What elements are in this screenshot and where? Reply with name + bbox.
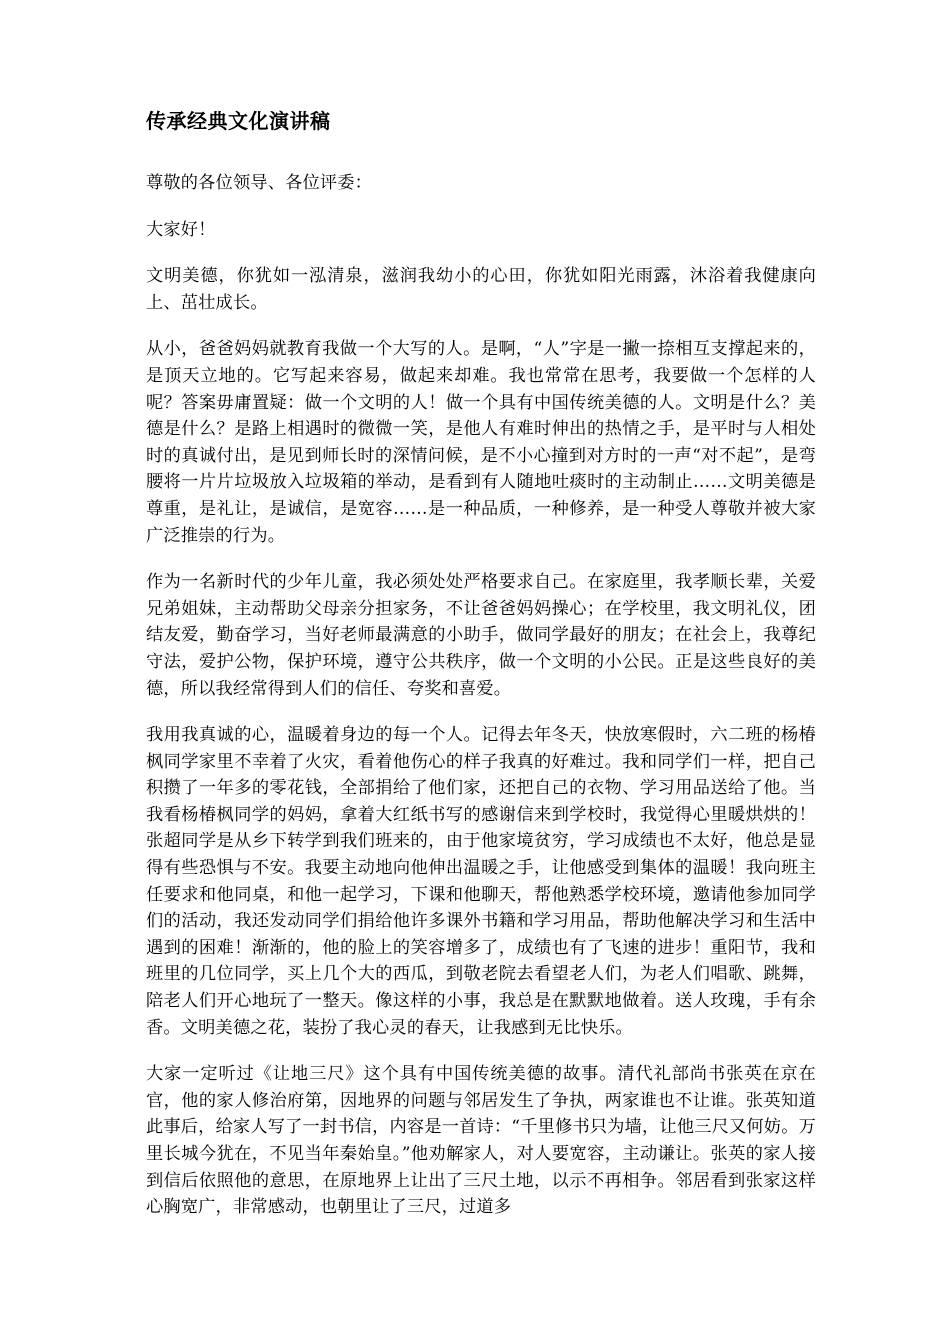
greeting-paragraph: 大家好！ <box>146 219 216 240</box>
body-paragraph: 文明美德，你犹如一泓清泉，滋润我幼小的心田，你犹如阳光雨露，沐浴着我健康向上、茁壮成长。 <box>146 266 816 313</box>
document-body <box>146 104 816 1241</box>
body-paragraph: 从小，爸爸妈妈就教育我做一个大写的人。是啊，“人”字是一撇一捺相互支撑起来的，是顶天立地的。它写起来容易，做起来却难。我也常常在思考，我要做一个怎样的人呢？答案毋庸置疑：做一个文明的人！做一个具有中国传统美德的人。文明是什么？美德是什么？是路上相遇时的微微一笑，是他人有难时伸出的热情之手，是平时与人相处时的真诚付出，是见到师长时的深情问候，是不小心撞到对方时的一声“对不起”，是弯腰将一片片垃圾放入垃圾箱的举动，是看到有人随地吐痰时的主动制止……文明美德是尊重，是礼让，是诚信，是宽容……是一种品质，一种修养，是一种受人尊敬并被大家广泛推崇的行为。 <box>146 339 816 546</box>
body-paragraph: 大家一定听过《让地三尺》这个具有中国传统美德的故事。清代礼部尚书张英在京在官，他的家人修治府第，因地界的问题与邻居发生了争执，两家谁也不让谁。张英知道此事后，给家人写了一封书信，内容是一首诗：“千里修书只为墙，让他三尺又何妨。万里长城今犹在，不见当年秦始皇。”他劝解家人，对人要宽容，主动谦让。张英的家人接到信后依照他的意思，在原地界上让出了三尺土地，以示不再相争。邻居看到张家这样心胸宽广，非常感动，也朝里让了三尺，过道多 <box>146 1064 816 1218</box>
body-paragraph: 我用我真诚的心，温暖着身边的每一个人。记得去年冬天，快放寒假时，六二班的杨椿枫同学家里不幸着了火灾，看着他伤心的样子我真的好难过。我和同学们一样，把自己积攒了一年多的零花钱，全部捐给了他们家，还把自己的衣物、学习用品送给了他。当我看杨椿枫同学的妈妈，拿着大红纸书写的感谢信来到学校时，我觉得心里暖烘烘的！张超同学是从乡下转学到我们班来的，由于他家境贫穷，学习成绩也不太好，他总是显得有些恐惧与不安。我要主动地向他伸出温暖之手，让他感受到集体的温暖！我向班主任要求和他同桌，和他一起学习，下课和他聊天，帮他熟悉学校环境，邀请他参加同学们的活动，我还发动同学们捐给他许多课外书籍和学习用品，帮助他解决学习和生活中遇到的困难！渐渐的，他的脸上的笑容增多了，成绩也有了飞速的进步！重阳节，我和班里的几位同学，买上几个大的西瓜，到敬老院去看望老人们，为老人们唱歌、跳舞，陪老人们开心地玩了一整天。像这样的小事，我总是在默默地做着。送人玫瑰，手有余香。文明美德之花，装扮了我心灵的春天，让我感到无比快乐。 <box>146 725 816 1038</box>
document-title: 传承经典文化演讲稿 <box>146 109 331 133</box>
body-paragraph: 作为一名新时代的少年儿童，我必须处处严格要求自己。在家庭里，我孝顺长辈，关爱兄弟姐妹，主动帮助父母亲分担家务，不让爸爸妈妈操心；在学校里，我文明礼仪，团结友爱，勤奋学习，当好老师最满意的小助手，做同学最好的朋友；在社会上，我尊纪守法，爱护公物，保护环境，遵守公共秩序，做一个文明的小公民。正是这些良好的美德，所以我经常得到人们的信任、夸奖和喜爱。 <box>146 572 816 699</box>
salutation-paragraph: 尊敬的各位领导、各位评委： <box>146 173 373 193</box>
